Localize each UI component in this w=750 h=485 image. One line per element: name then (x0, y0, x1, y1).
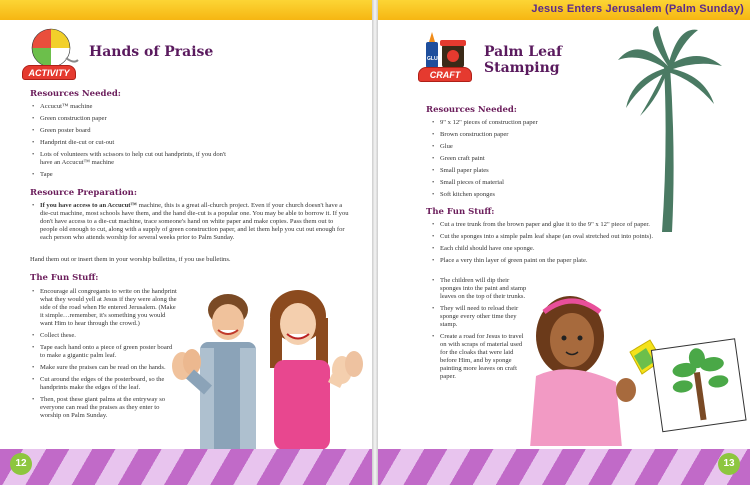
fun-heading: The Fun Stuff: (426, 207, 495, 217)
list-item: • They will need to reload their sponge every other time they stamp. (430, 305, 530, 329)
list-item: • Tape each hand onto a piece of green poster board to make a gigantic palm leaf. (30, 344, 178, 360)
page-title: Hands of Praise (89, 44, 214, 60)
list-item: • Collect these. (30, 332, 178, 340)
list-item: • Cut the sponges into a simple palm leaf shape (an oval stretched out into points). (430, 233, 688, 241)
list-item: • Each child should have one sponge. (430, 245, 688, 253)
list-item: • Cut a tree trunk from the brown paper and glue it to the 9" x 12" piece of paper. (430, 221, 688, 229)
footer-band (0, 449, 372, 485)
beach-ball-icon (22, 28, 80, 70)
list-item: • Small pieces of material (430, 179, 610, 187)
resources-heading: Resources Needed: (426, 105, 517, 115)
footer-band (378, 449, 750, 485)
resources-list (30, 103, 240, 183)
top-band (0, 0, 372, 20)
resources-list (430, 119, 610, 203)
list-item: • Make sure the praises can be read on the hands. (30, 364, 178, 372)
fun-list-top (430, 221, 688, 269)
list-item: • Green craft paint (430, 155, 610, 163)
glue-label: GLUE (427, 56, 441, 62)
list-item: • Soft kitchen sponges (430, 191, 610, 199)
fun-list (30, 288, 178, 424)
page-number: 13 (718, 453, 740, 475)
title-line-2: Stamping (484, 60, 560, 76)
list-item: • Glue (430, 143, 610, 151)
list-item: • 9" x 12" pieces of construction paper (430, 119, 610, 127)
activity-badge (22, 28, 80, 80)
craft-badge-label: CRAFT (418, 67, 472, 82)
activity-badge-label: ACTIVITY (22, 65, 76, 80)
right-page (378, 0, 750, 485)
list-item (30, 202, 350, 242)
prep-list (30, 202, 350, 246)
prep-heading: Resource Preparation: (30, 188, 137, 198)
page-title (484, 44, 562, 76)
fun-list-bottom (430, 277, 530, 385)
prep-text: machine, this is a great all-church project. Even if your church doesn't have a die-cut machine, most schools have them, and the hand die-cut is a popular one. You may be able to borrow it. If you don't have access to a die-cut machine, trace someone's hand on white paper and make copies. Pass them out to people old enough to cut, along with a supply of green construction paper, and let them help you cut out enough for each person who attends worship for several weeks prior to Palm Sunday. (40, 202, 349, 241)
list-item: • Green poster board (30, 127, 240, 135)
list-item: • Lots of volunteers with scissors to help cut out handprints, if you don't have an Accucut™ machine (30, 151, 240, 167)
list-item: • Green construction paper (30, 115, 240, 123)
list-item: • Place a very thin layer of green paint on the paper plate. (430, 257, 688, 265)
list-item: • Handprint die-cut or cut-out (30, 139, 240, 147)
list-item: • Encourage all congregants to write on the handprint what they would yell at Jesus if they were along the side of the road when He entered Jerusalem. (Make it simple…remember, it's something you would want Him to hear through the crowd.) (30, 288, 178, 328)
top-band (378, 0, 750, 20)
left-page (0, 0, 372, 485)
kids-clapping-photo (170, 278, 370, 450)
list-item: • Small paper plates (430, 167, 610, 175)
resources-heading: Resources Needed: (30, 89, 121, 99)
header-title: Jesus Enters Jerusalem (Palm Sunday) (531, 3, 744, 15)
girl-painting-illustration (530, 286, 748, 446)
list-item: • Cut around the edges of the posterboard, so the handprints make the edges of the leaf. (30, 376, 178, 392)
list-item: • Accucut™ machine (30, 103, 240, 111)
list-item: • Tape (30, 171, 240, 179)
prep-after: Hand them out or insert them in your worship bulletins, if you use bulletins. (30, 256, 231, 263)
craft-supplies-icon (418, 30, 476, 72)
list-item: • The children will dip their sponges into the paint and stamp leaves on the top of their trunks. (430, 277, 530, 301)
prep-lead: If you have access to an Accucut™ (40, 202, 138, 209)
list-item: • Create a road for Jesus to travel on with scraps of material used for the cloaks that were laid before Him, and by sponge painting more leaves on craft paper. (430, 333, 530, 381)
fun-heading: The Fun Stuff: (30, 273, 99, 283)
page-number: 12 (10, 453, 32, 475)
list-item: • Brown construction paper (430, 131, 610, 139)
title-line-1: Palm Leaf (484, 44, 563, 60)
craft-badge (418, 30, 476, 82)
palm-tree-illustration (616, 26, 726, 234)
list-item: • Then, post these giant palms at the entryway so everyone can read the praises as they enter to worship on Palm Sunday. (30, 396, 178, 420)
